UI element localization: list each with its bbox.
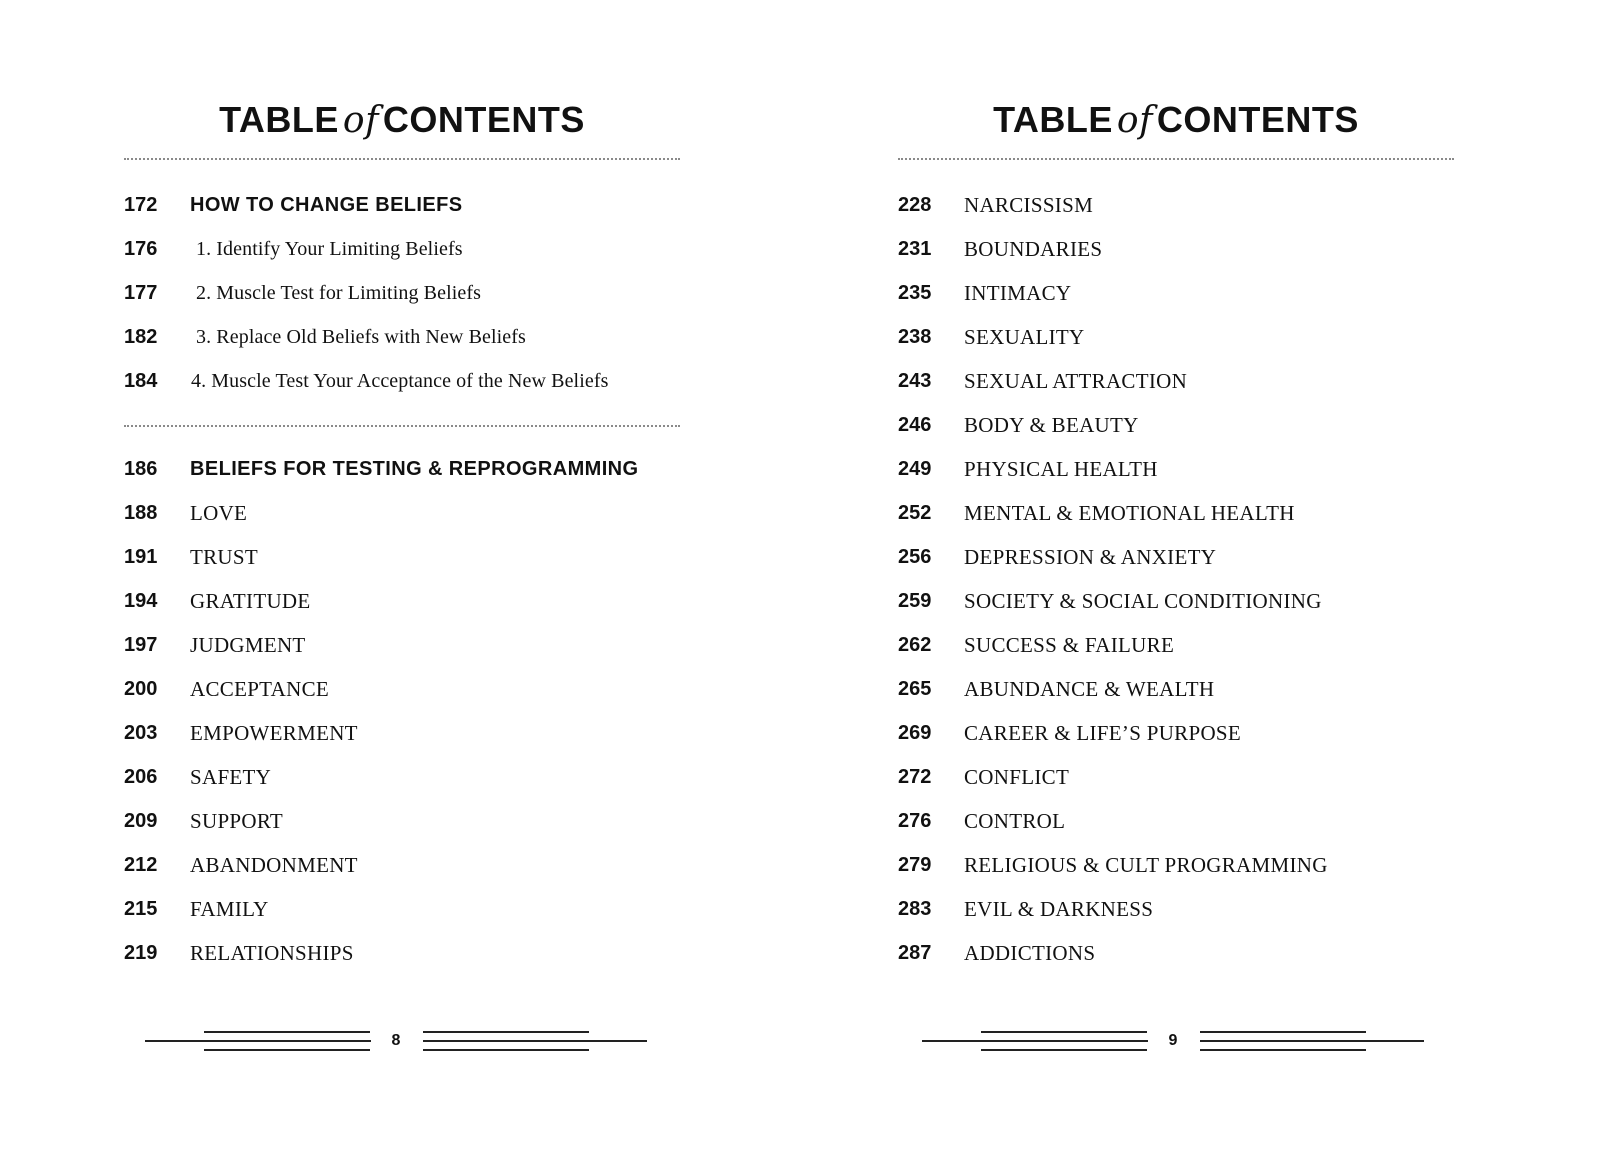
toc-entry-career-life-purpose[interactable] — [898, 718, 1538, 748]
entry-page-number: 272 — [898, 766, 932, 788]
entry-title: SEXUALITY — [964, 325, 1085, 349]
toc-entry-success-failure[interactable] — [898, 630, 1538, 660]
footer-rule — [1200, 1040, 1424, 1042]
footer-rule — [981, 1031, 1147, 1033]
entry-page-number: 177 — [124, 282, 158, 304]
entry-page-number: 265 — [898, 678, 932, 700]
entry-page-number: 279 — [898, 854, 932, 876]
toc-entry-addictions[interactable] — [898, 938, 1538, 968]
page-number: 9 — [1168, 1032, 1178, 1049]
entry-page-number: 172 — [124, 194, 158, 216]
entry-title: PHYSICAL HEALTH — [964, 457, 1158, 481]
entry-page-number: 212 — [124, 854, 158, 876]
footer-rule — [145, 1040, 371, 1042]
entry-page-number: 262 — [898, 634, 932, 656]
entry-page-number: 276 — [898, 810, 932, 832]
entry-page-number: 194 — [124, 590, 158, 612]
entry-title: RELIGIOUS & CULT PROGRAMMING — [964, 853, 1328, 877]
toc-entry-society-social-conditioning[interactable] — [898, 586, 1538, 616]
right-page — [800, 0, 1600, 1154]
entry-title: 4. Muscle Test Your Acceptance of the New Beliefs — [191, 370, 609, 392]
title-contents: CONTENTS — [1156, 99, 1359, 140]
page-footer — [922, 1028, 1424, 1054]
entry-page-number: 215 — [124, 898, 158, 920]
toc-entry-identify-limiting-beliefs[interactable] — [124, 234, 764, 264]
entry-title: LOVE — [190, 501, 248, 525]
title-divider — [898, 158, 1454, 160]
entry-page-number: 200 — [124, 678, 158, 700]
toc-entry-trust[interactable] — [124, 542, 764, 572]
entry-page-number: 203 — [124, 722, 158, 744]
entry-page-number: 219 — [124, 942, 158, 964]
toc-entry-physical-health[interactable] — [898, 454, 1538, 484]
toc-entry-intimacy[interactable] — [898, 278, 1538, 308]
entry-page-number: 249 — [898, 458, 932, 480]
title-table: TABLE — [219, 99, 339, 140]
entry-page-number: 283 — [898, 898, 932, 920]
entry-page-number: 228 — [898, 194, 932, 216]
page-title — [898, 98, 1454, 143]
page-number: 8 — [391, 1032, 401, 1049]
entry-title: JUDGMENT — [190, 633, 306, 657]
section-divider — [124, 425, 680, 427]
entry-title: GRATITUDE — [190, 589, 311, 613]
toc-entry-replace-old-beliefs[interactable] — [124, 322, 764, 352]
footer-rule — [423, 1049, 589, 1051]
footer-rule — [204, 1031, 370, 1033]
entry-page-number: 188 — [124, 502, 158, 524]
entry-page-number: 184 — [124, 370, 158, 392]
toc-entry-depression-anxiety[interactable] — [898, 542, 1538, 572]
toc-entry-mental-emotional-health[interactable] — [898, 498, 1538, 528]
toc-entry-beliefs-for-testing[interactable] — [124, 454, 764, 484]
entry-title: SUPPORT — [190, 809, 284, 833]
toc-entry-acceptance[interactable] — [124, 674, 764, 704]
entry-title: CONTROL — [964, 809, 1066, 833]
toc-entry-muscle-test-limiting-beliefs[interactable] — [124, 278, 764, 308]
entry-title: MENTAL & EMOTIONAL HEALTH — [964, 501, 1295, 525]
entry-page-number: 259 — [898, 590, 932, 612]
entry-title: BELIEFS FOR TESTING & REPROGRAMMING — [190, 458, 639, 480]
entry-page-number: 235 — [898, 282, 932, 304]
entry-title: FAMILY — [190, 897, 269, 921]
entry-title: BODY & BEAUTY — [964, 413, 1139, 437]
footer-rule — [204, 1049, 370, 1051]
toc-entry-evil-darkness[interactable] — [898, 894, 1538, 924]
entry-title: HOW TO CHANGE BELIEFS — [190, 194, 463, 216]
toc-entry-religious-cult-programming[interactable] — [898, 850, 1538, 880]
title-table: TABLE — [993, 99, 1113, 140]
entry-title: CAREER & LIFE’S PURPOSE — [964, 721, 1242, 745]
entry-page-number: 238 — [898, 326, 932, 348]
footer-rule — [423, 1031, 589, 1033]
entry-title: SOCIETY & SOCIAL CONDITIONING — [964, 589, 1322, 613]
entry-page-number: 186 — [124, 458, 158, 480]
entry-page-number: 243 — [898, 370, 932, 392]
entry-page-number: 269 — [898, 722, 932, 744]
toc-entry-gratitude[interactable] — [124, 586, 764, 616]
title-contents: CONTENTS — [382, 99, 585, 140]
entry-page-number: 231 — [898, 238, 932, 260]
entry-page-number: 246 — [898, 414, 932, 436]
entry-title: BOUNDARIES — [964, 237, 1103, 261]
entry-title: RELATIONSHIPS — [190, 941, 354, 965]
toc-entry-conflict[interactable] — [898, 762, 1538, 792]
entry-page-number: 206 — [124, 766, 158, 788]
title-of: of — [342, 100, 379, 141]
footer-rule — [423, 1040, 647, 1042]
title-of: of — [1116, 100, 1153, 141]
toc-entry-abandonment[interactable] — [124, 850, 764, 880]
entry-title: NARCISSISM — [964, 193, 1094, 217]
toc-entry-narcissism[interactable] — [898, 190, 1538, 220]
toc-entry-support[interactable] — [124, 806, 764, 836]
toc-entry-empowerment[interactable] — [124, 718, 764, 748]
entry-page-number: 252 — [898, 502, 932, 524]
entry-page-number: 287 — [898, 942, 932, 964]
toc-entry-how-to-change-beliefs[interactable] — [124, 190, 764, 220]
entry-title: INTIMACY — [964, 281, 1072, 305]
entry-title: SAFETY — [190, 765, 272, 789]
entry-title: ADDICTIONS — [964, 941, 1096, 965]
entry-title: EVIL & DARKNESS — [964, 897, 1154, 921]
entry-title: ABUNDANCE & WEALTH — [964, 677, 1215, 701]
toc-entry-love[interactable] — [124, 498, 764, 528]
toc-entry-sexuality[interactable] — [898, 322, 1538, 352]
page-title — [124, 98, 680, 143]
toc-entry-abundance-wealth[interactable] — [898, 674, 1538, 704]
footer-rule — [1200, 1031, 1366, 1033]
toc-entry-judgment[interactable] — [124, 630, 764, 660]
entry-title: 2. Muscle Test for Limiting Beliefs — [196, 282, 482, 304]
toc-entry-body-beauty[interactable] — [898, 410, 1538, 440]
toc-entry-control[interactable] — [898, 806, 1538, 836]
entry-title: ABANDONMENT — [190, 853, 358, 877]
entry-title: SEXUAL ATTRACTION — [964, 369, 1188, 393]
entry-title: TRUST — [190, 545, 259, 569]
title-divider — [124, 158, 680, 160]
entry-page-number: 256 — [898, 546, 932, 568]
entry-title: SUCCESS & FAILURE — [964, 633, 1175, 657]
footer-rule — [981, 1049, 1147, 1051]
entry-title: ACCEPTANCE — [190, 677, 329, 701]
toc-entry-sexual-attraction[interactable] — [898, 366, 1538, 396]
toc-entry-safety[interactable] — [124, 762, 764, 792]
entry-page-number: 182 — [124, 326, 158, 348]
entry-title: DEPRESSION & ANXIETY — [964, 545, 1217, 569]
entry-page-number: 176 — [124, 238, 158, 260]
entry-page-number: 191 — [124, 546, 158, 568]
toc-entry-relationships[interactable] — [124, 938, 764, 968]
entry-title: EMPOWERMENT — [190, 721, 358, 745]
entry-title: CONFLICT — [964, 765, 1070, 789]
footer-rule — [922, 1040, 1148, 1042]
entry-page-number: 209 — [124, 810, 158, 832]
footer-rule — [1200, 1049, 1366, 1051]
entry-title: 1. Identify Your Limiting Beliefs — [196, 238, 463, 260]
toc-entry-muscle-test-acceptance[interactable] — [124, 366, 764, 396]
page-footer — [145, 1028, 647, 1054]
toc-entry-family[interactable] — [124, 894, 764, 924]
toc-entry-boundaries[interactable] — [898, 234, 1538, 264]
entry-title: 3. Replace Old Beliefs with New Beliefs — [196, 326, 526, 348]
entry-page-number: 197 — [124, 634, 158, 656]
